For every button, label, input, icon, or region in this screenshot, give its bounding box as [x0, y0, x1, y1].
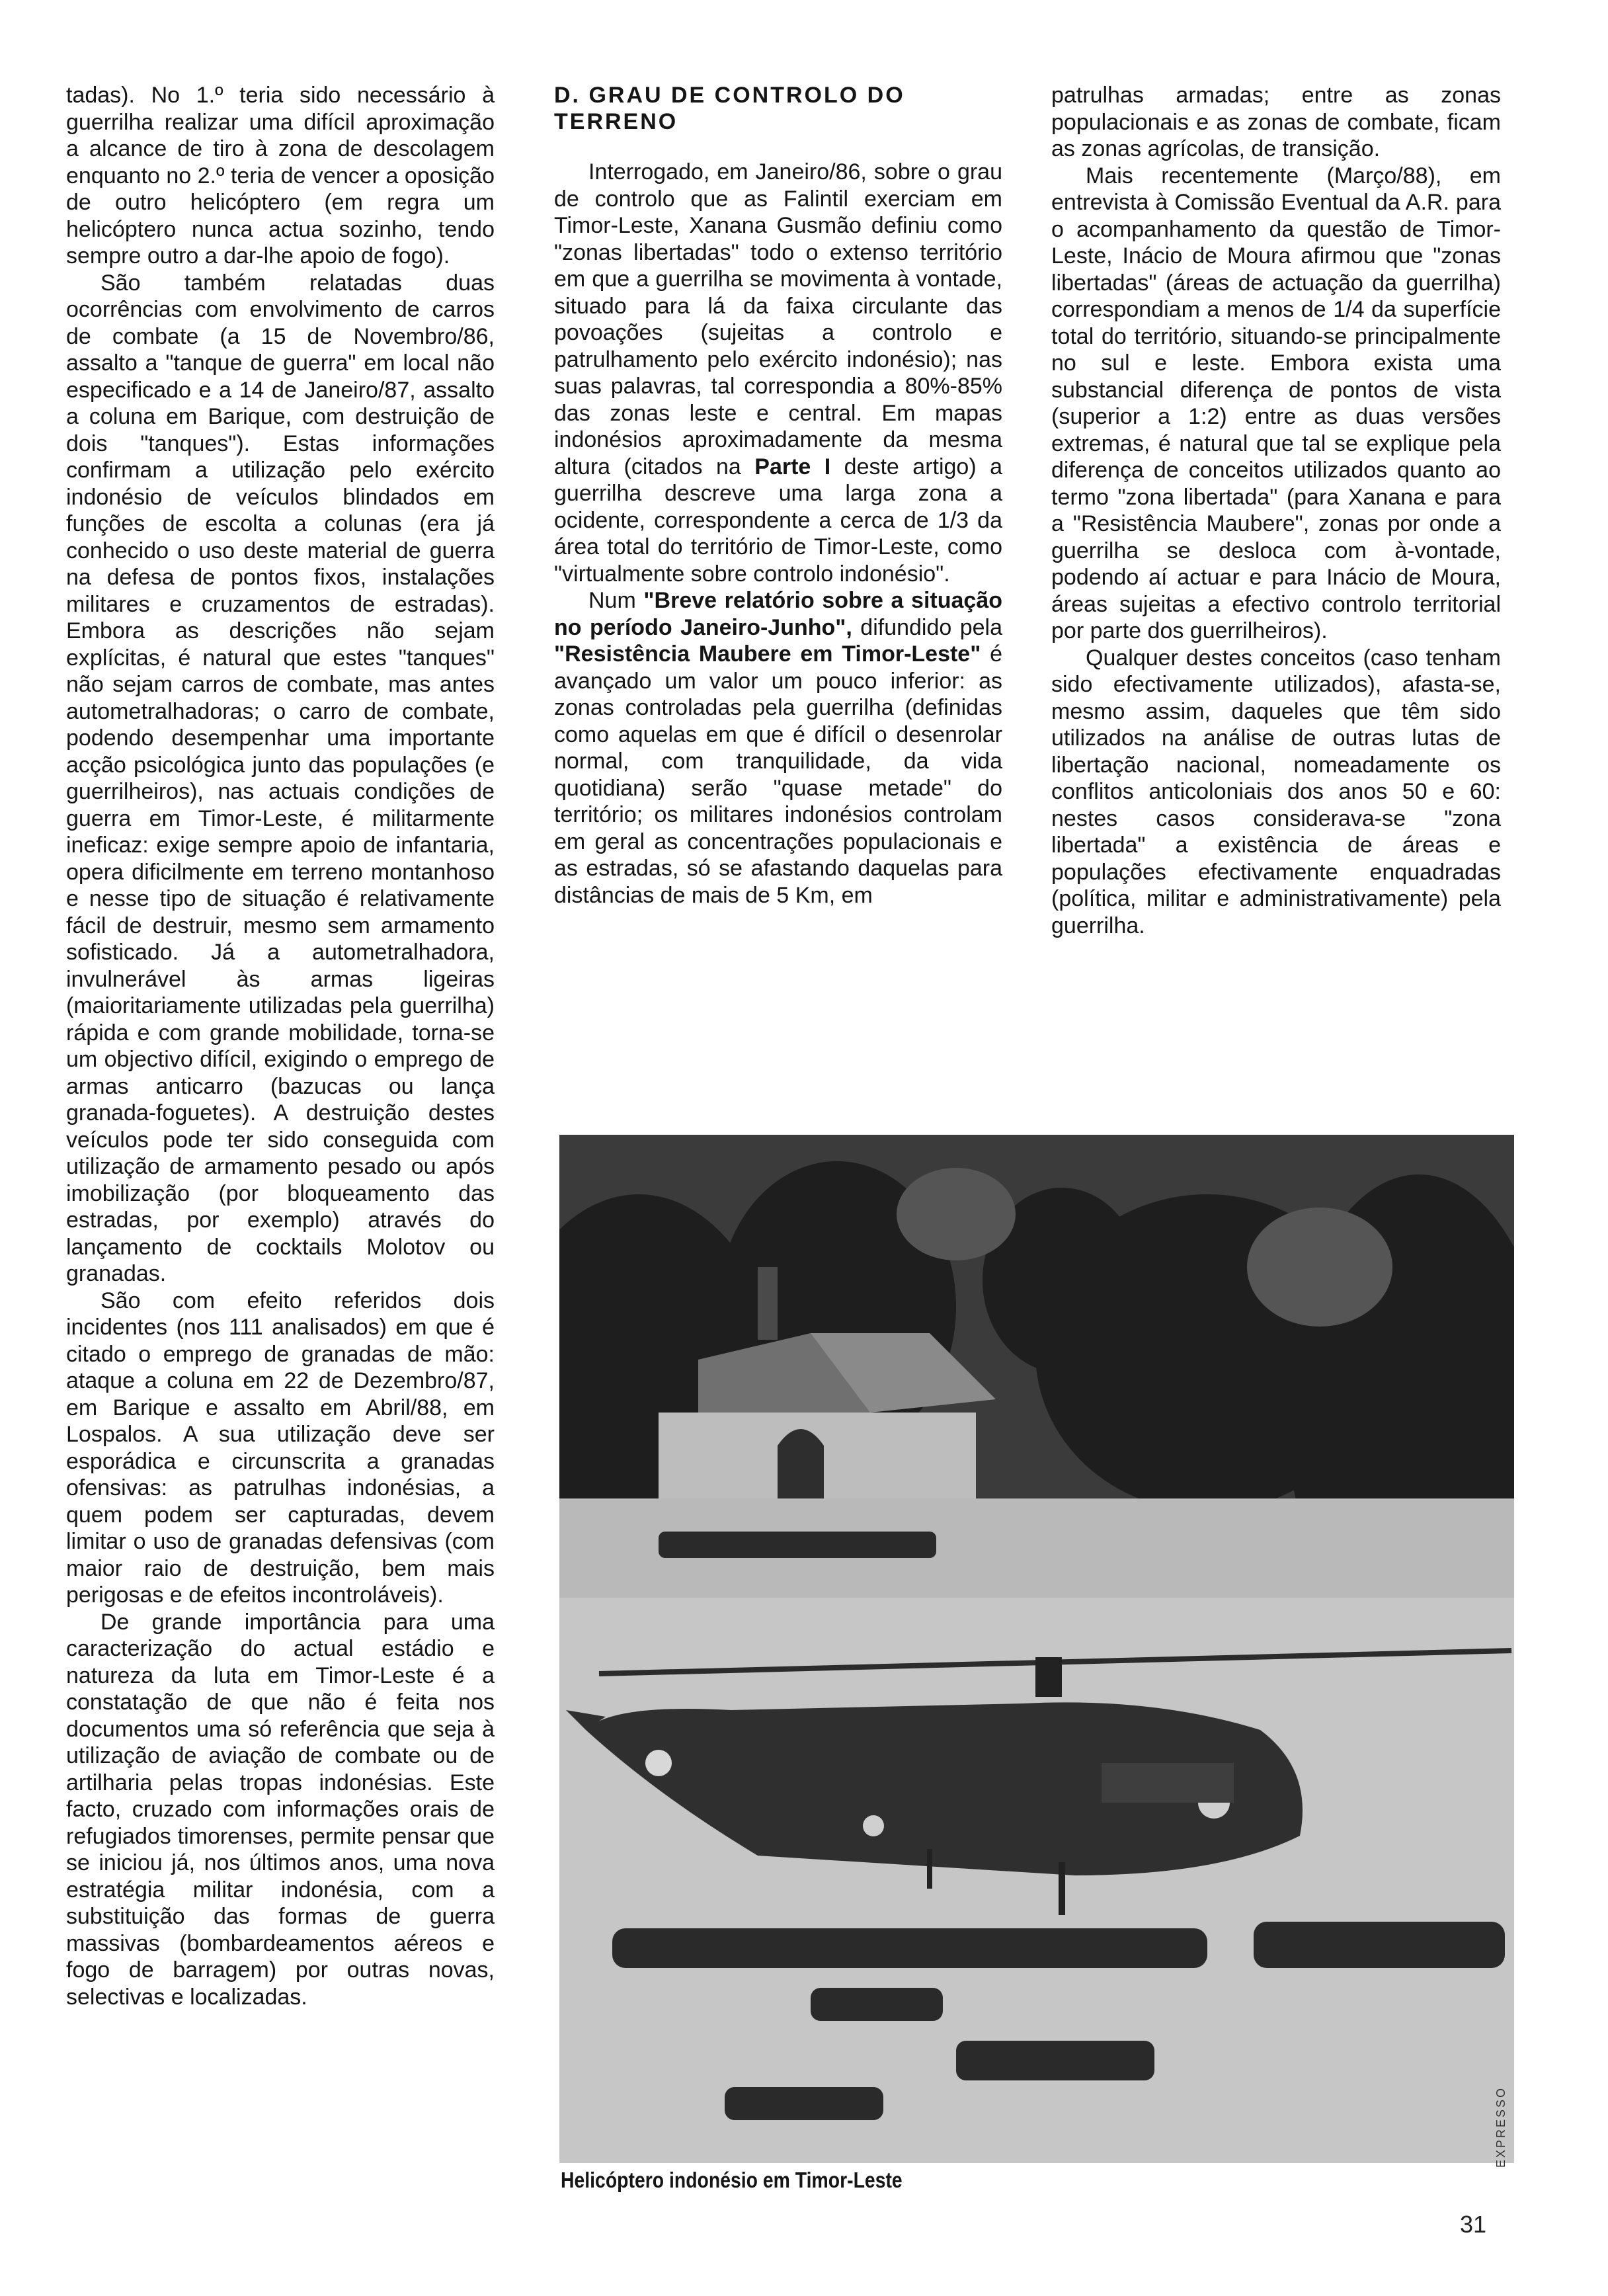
- paragraph-text: difundido pela: [860, 614, 1002, 640]
- section-heading: D. GRAU DE CONTROLO DO TERRENO: [554, 83, 905, 134]
- text-column-2: [554, 82, 1002, 909]
- paragraph: De grande importância para uma caracterização do actual estádio e natureza da luta em Timor-Leste é a constatação de que não é feita nos documentos uma só referência que seja à utilização de aviação de combate ou de artilharia pelas tropas indonésias. Este facto, cruzado com informações orais de refugiados timorenses, permite pensar que se iniciou já, nos últimos anos, uma nova estratégia militar indonésia, com a substituição das formas de guerra massivas (bombardeamentos aéreos e fogo de barragem) por outras novas, selectivas e localizadas.: [66, 1609, 495, 2010]
- paragraph: [554, 159, 1002, 587]
- helicopter-photo: [559, 1135, 1514, 2163]
- bold-reference: Parte I: [754, 454, 831, 479]
- paragraph-text: Interrogado, em Janeiro/86, sobre o grau de controlo que as Falintil exerciam em Timor-Leste, Xanana Gusmão definiu como "zonas libertadas" todo o extenso território em que a guerrilha se movimenta à vontade, situado para lá da faixa circulante das povoações (sujeitas a controlo e patrulhamento pelo exército indonésio); nas suas palavras, tal correspondia a 80%-85% das zonas leste e central. Em mapas indonésios aproximadamente da mesma altura (citados na: [554, 159, 1002, 479]
- paragraph: patrulhas armadas; entre as zonas populacionais e as zonas de combate, ficam as zonas agrícolas, de transição.: [1051, 83, 1501, 161]
- paragraph-text: deste artigo) a guerrilha descreve uma larga zona a ocidente, correspondente a cerca de 1/3 da área total do território de Timor-Leste, como "virtualmente sobre controlo indonésio".: [554, 454, 1003, 587]
- text-column-1: [66, 82, 495, 2010]
- paragraph: tadas). No 1.º teria sido necessário à guerrilha realizar uma difícil aproximação a alcance de tiro à zona de descolagem enquanto no 2.º teria de vencer a oposição de outro helicóptero (em regra um helicóptero nunca actua sozinho, tendo sempre outro a dar-lhe apoio de fogo).: [66, 83, 495, 268]
- bold-title: "Resistência Maubere em Timor-Leste": [554, 641, 981, 667]
- text-column-3: [1051, 82, 1501, 939]
- photo-caption: Helicóptero indonésio em Timor-Leste: [561, 2168, 903, 2192]
- paragraph: São também relatadas duas ocorrências com envolvimento de carros de combate (a 15 de Novembro/86, assalto a "tanque de guerra" em local não especificado e a 14 de Janeiro/87, assalto a coluna em Barique, com destruição de dois "tanques"). Estas informações confirmam a utilização pelo exército indonésio de veículos blindados em funções de escolta a colunas (era já conhecido o uso deste material de guerra na defesa de pontos fixos, instalações militares e cruzamentos de estradas). Embora as descrições não sejam explícitas, é natural que estes "tanques" não sejam carros de combate, mas antes autometralhadoras; o carro de combate, podendo desempenhar uma importante acção psicológica junto das populações (e guerrilheiros), nas actuais condições de guerra em Timor-Leste, é militarmente ineficaz: exige sempre apoio de infantaria, opera dificilmente em terreno montanhoso e nesse tipo de situação é relativamente fácil de destruir, mesmo sem armamento sofisticado. Já a autometralhadora, invulnerável às armas ligeiras (maioritariamente utilizadas pela guerrilha) rápida e com grande mobilidade, torna-se um objectivo difícil, exigindo o emprego de armas anticarro (bazucas ou lança granada-foguetes). A destruição destes veículos pode ter sido conseguida com utilização de armamento pesado ou após imobilização (por bloqueamento das estradas, por exemplo) através do lançamento de cocktails Molotov ou granadas.: [66, 270, 495, 1286]
- paragraph-text: Num: [588, 588, 636, 613]
- paragraph: São com efeito referidos dois incidentes (nos 111 analisados) em que é citado o emprego de granadas de mão: ataque a coluna em 22 de Dezembro/87, em Barique e assalto em Abril/88, em Lospalos. A sua utilização deve ser esporádica e circunscrita a granadas ofensivas: as patrulhas indonésias, a quem podem ser capturadas, devem limitar o uso de granadas defensivas (com maior raio de destruição, bem mais perigosas e de efeitos incontroláveis).: [66, 1288, 495, 1608]
- paragraph-text: é avançado um valor um pouco inferior: as zonas controladas pela guerrilha (definidas como aquelas em que é difícil o desenrolar normal, com tranquilidade, da vida quotidiana) serão "quase metade" do território; os militares indonésios controlam em geral as concentrações populacionais e as estradas, só se afastando daquelas para distâncias de mais de 5 Km, em: [554, 641, 1002, 908]
- photo-credit: EXPRESSO: [1494, 2086, 1508, 2168]
- paragraph: [554, 587, 1002, 909]
- paragraph: Qualquer destes conceitos (caso tenham sido efectivamente utilizados), afasta-se, mesmo assim, daqueles que têm sido utilizados na análise de outras lutas de libertação nacional, nomeadamente os conflitos anticoloniais dos anos 50 e 60: nestes casos considerava-se "zona libertada" a existência de áreas e populações efectivamente enquadradas (política, militar e administrativamente) pela guerrilha.: [1051, 645, 1501, 938]
- bold-title: "Breve relatório sobre a situação no período Janeiro-Junho",: [554, 588, 1002, 640]
- page-number: 31: [1460, 2211, 1487, 2238]
- paragraph: Mais recentemente (Março/88), em entrevista à Comissão Eventual da A.R. para o acompanhamento da questão de Timor-Leste, Inácio de Moura afirmou que "zonas libertadas" (áreas de actuação da guerrilha) correspondiam a menos de 1/4 da superfície total do território, situando-se principalmente no sul e leste. Embora exista uma substancial diferença de pontos de vista (superior a 1:2) entre as duas versões extremas, é natural que tal se explique pela diferença de conceitos utilizados quanto ao termo "zona libertada" (para Xanana e para a "Resistência Maubere", zonas por onde a guerrilha se desloca com à-vontade, podendo aí actuar e para Inácio de Moura, áreas sujeitas a efectivo controlo territorial por parte dos guerrilheiros).: [1051, 163, 1501, 643]
